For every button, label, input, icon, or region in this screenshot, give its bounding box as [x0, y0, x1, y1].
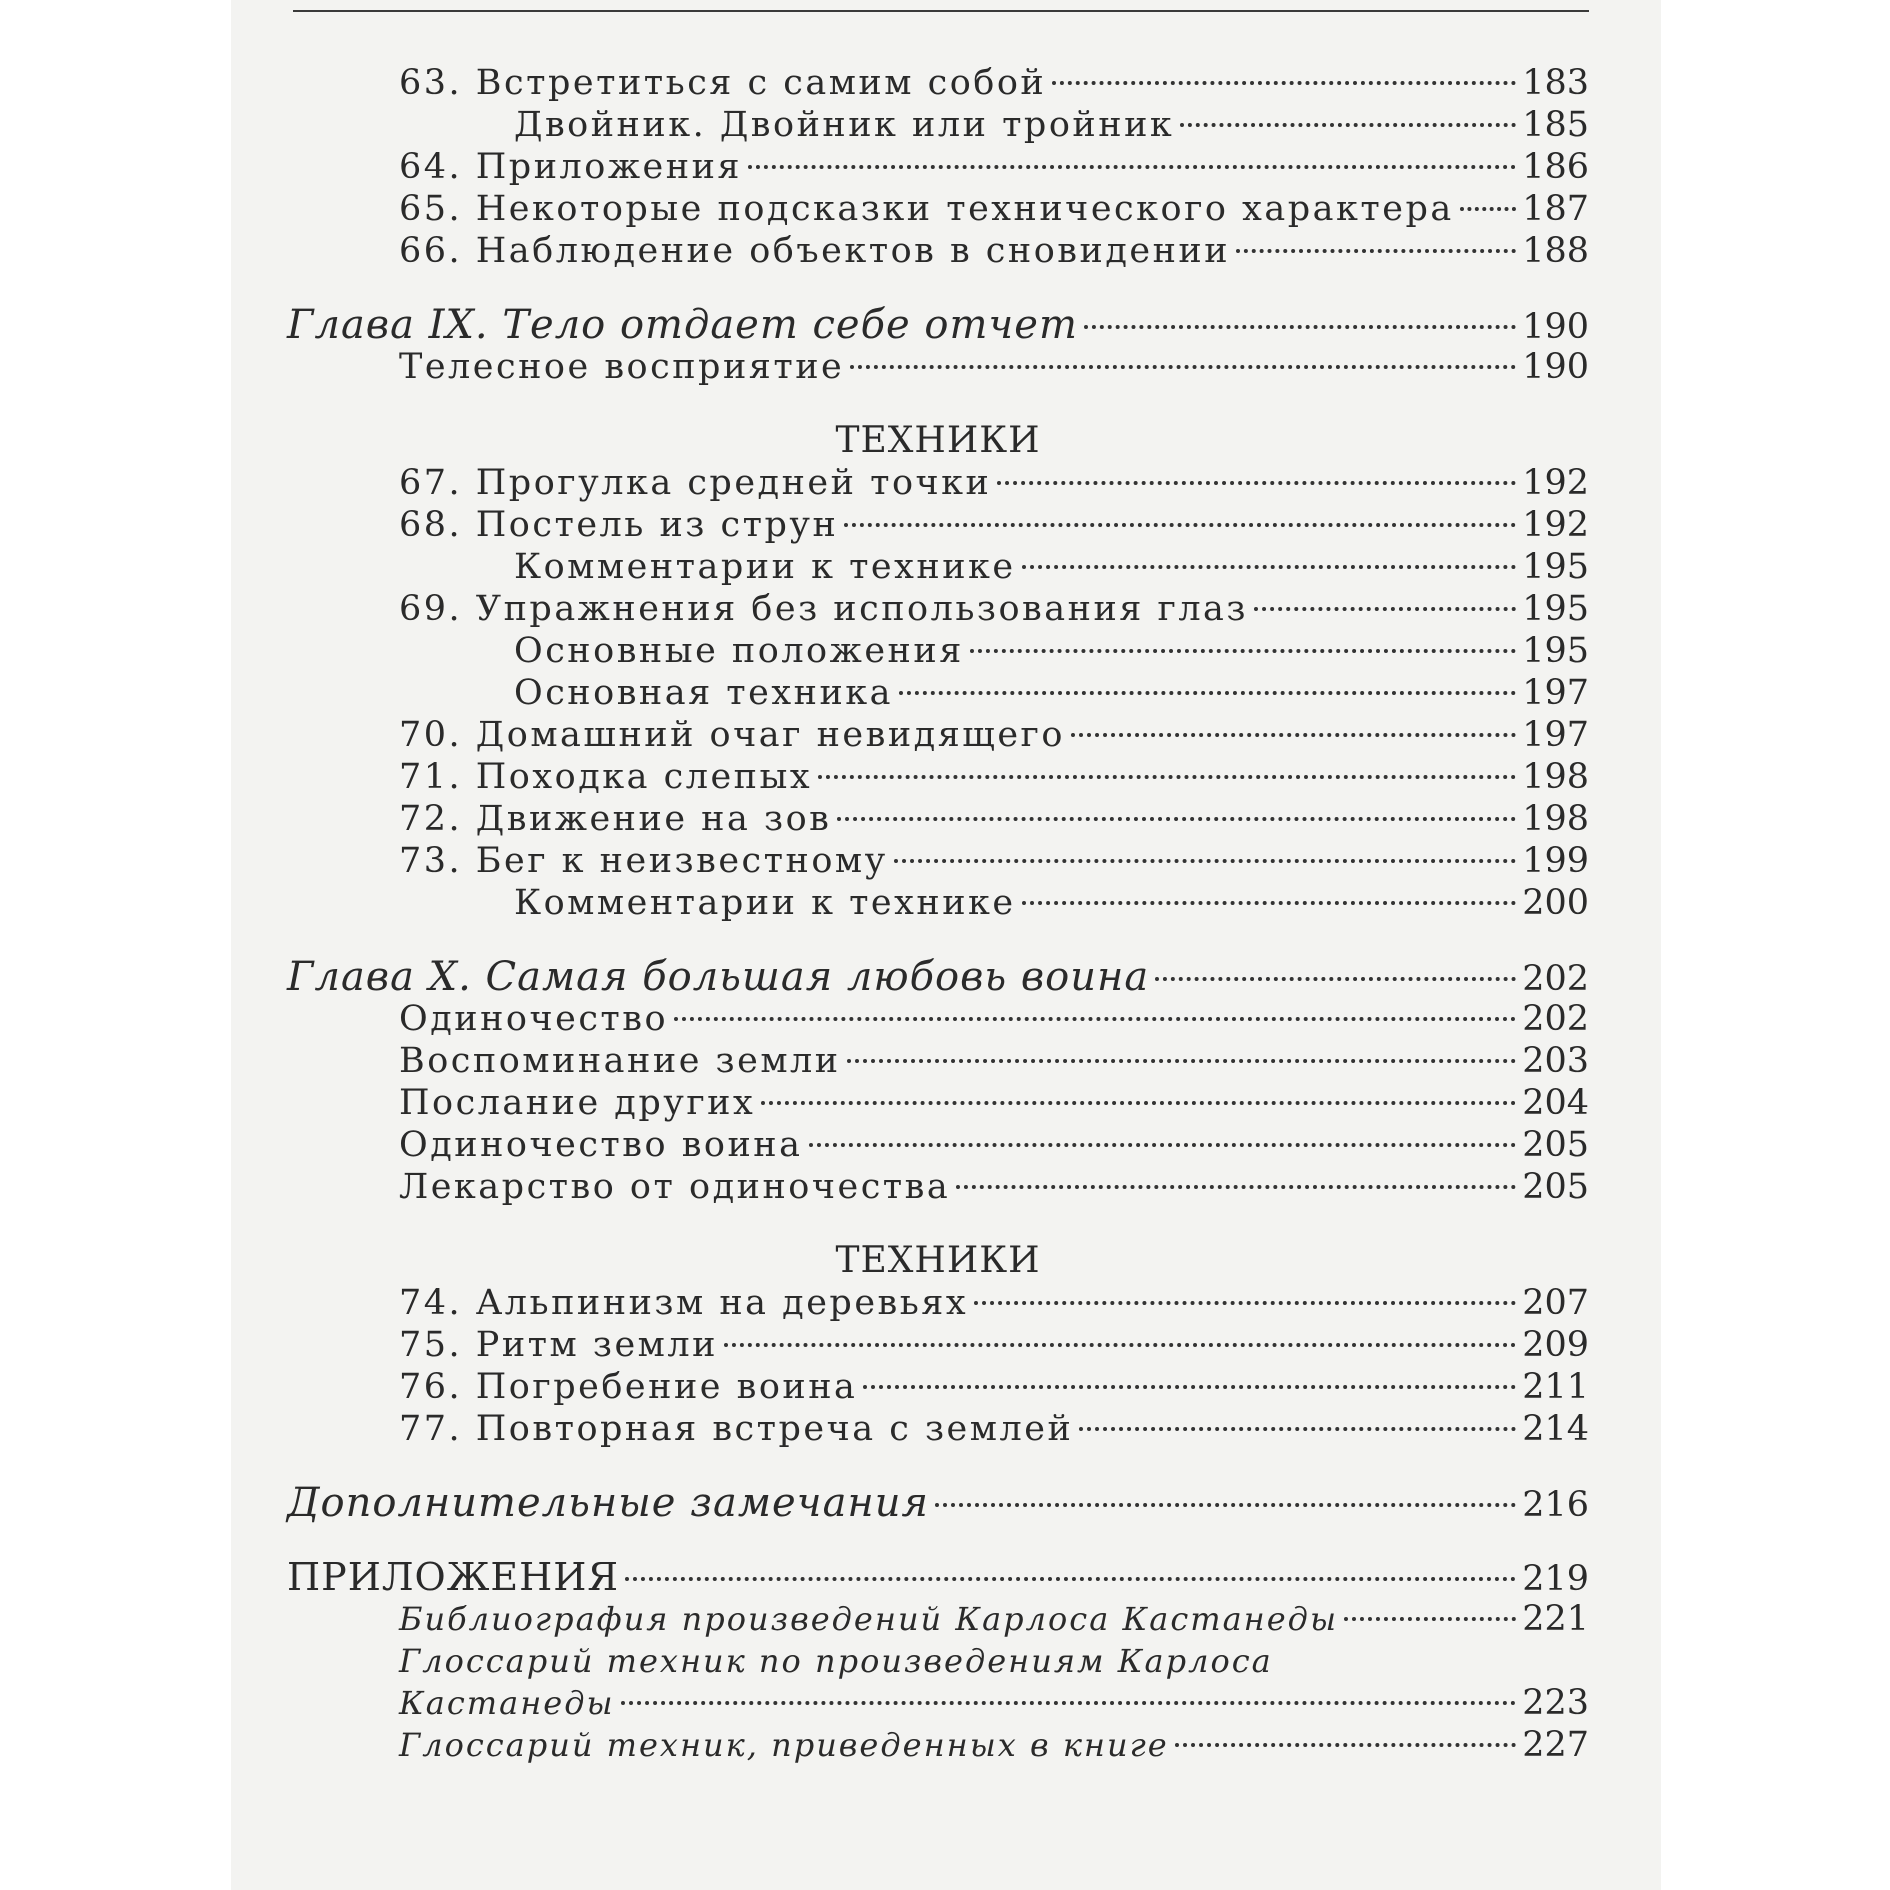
toc-chapter-title: Дополнительные замечания	[287, 1480, 930, 1526]
dot-leader	[935, 1503, 1516, 1507]
toc-page-number: 183	[1522, 63, 1589, 103]
toc-entry-title: 75. Ритм земли	[399, 1325, 718, 1365]
toc-page-number: 190	[1522, 307, 1589, 347]
toc-page-number: 202	[1522, 959, 1589, 999]
toc-entry	[287, 104, 1589, 146]
toc-entry-title: Послание других	[399, 1083, 756, 1123]
toc-entry-title: Двойник. Двойник или тройник	[514, 105, 1175, 145]
toc-entry-title: Комментарии к технике	[514, 883, 1016, 923]
toc-page-number: 197	[1522, 715, 1589, 755]
toc-page-number: 195	[1522, 631, 1589, 671]
dot-leader	[1071, 733, 1516, 737]
dot-leader	[974, 1301, 1516, 1305]
toc-page-number: 216	[1522, 1485, 1589, 1525]
toc-entry-title: Лекарство от одиночества	[399, 1167, 951, 1207]
top-rule	[293, 10, 1589, 12]
toc-group-d	[287, 998, 1589, 1208]
dot-leader	[894, 859, 1516, 863]
toc-page-number: 209	[1522, 1325, 1589, 1365]
toc-chapter-title: Глава X. Самая большая любовь воина	[287, 954, 1150, 1000]
toc-entry-title: 67. Прогулка средней точки	[399, 463, 992, 503]
toc-entry-title: 77. Повторная встреча с землей	[399, 1409, 1074, 1449]
toc-entry	[287, 798, 1589, 840]
toc-page-number: 185	[1522, 105, 1589, 145]
dot-leader	[1175, 1743, 1516, 1747]
toc-appendix-title: ПРИЛОЖЕНИЯ	[287, 1555, 620, 1599]
toc-page-number: 203	[1522, 1041, 1589, 1081]
toc-group-c	[287, 462, 1589, 924]
toc-entry-title: 72. Движение на зов	[399, 799, 832, 839]
toc-page-number: 192	[1522, 463, 1589, 503]
toc-entry-title: Комментарии к технике	[514, 547, 1016, 587]
dot-leader	[1236, 249, 1516, 253]
toc-page-number: 211	[1522, 1367, 1589, 1407]
toc-entry	[287, 1366, 1589, 1408]
toc-entry	[287, 630, 1589, 672]
toc-entry	[287, 546, 1589, 588]
toc-glossary-1-line1	[287, 1640, 1589, 1682]
toc-page-number: 192	[1522, 505, 1589, 545]
toc-page-number: 200	[1522, 883, 1589, 923]
dot-leader	[625, 1577, 1516, 1581]
toc-page-number: 198	[1522, 757, 1589, 797]
toc-entry	[287, 882, 1589, 924]
toc-entry-title: 68. Постель из струн	[399, 505, 839, 545]
section-heading: ТЕХНИКИ	[835, 420, 1041, 461]
toc-entry	[287, 840, 1589, 882]
toc-entry	[287, 504, 1589, 546]
toc-page-number: 198	[1522, 799, 1589, 839]
dot-leader	[863, 1385, 1516, 1389]
dot-leader	[847, 1059, 1517, 1063]
dot-leader	[850, 365, 1516, 369]
toc-entry-title: Одиночество	[399, 999, 669, 1039]
toc-page-number: 227	[1522, 1725, 1589, 1765]
toc-entry-title: Кастанеды	[399, 1684, 615, 1722]
toc-page-number: 205	[1522, 1167, 1589, 1207]
toc-additional-notes	[287, 1482, 1589, 1524]
toc-page-number: 219	[1522, 1559, 1589, 1599]
dot-leader	[748, 165, 1516, 169]
toc-entry	[287, 346, 1589, 388]
toc-entry-title: Воспоминание земли	[399, 1041, 841, 1081]
toc-page-number: 221	[1522, 1599, 1589, 1639]
dot-leader	[956, 1185, 1516, 1189]
toc-page-number: 199	[1522, 841, 1589, 881]
toc-page-number: 195	[1522, 589, 1589, 629]
toc-entry	[287, 1040, 1589, 1082]
toc-entry	[287, 1408, 1589, 1450]
dot-leader	[1344, 1617, 1516, 1621]
toc-entry-title: 70. Домашний очаг невидящего	[399, 715, 1065, 755]
dot-leader	[761, 1101, 1516, 1105]
toc-chapter-9	[287, 304, 1589, 346]
toc-bibliography	[287, 1598, 1589, 1640]
toc-page-number: 195	[1522, 547, 1589, 587]
toc-entry	[287, 998, 1589, 1040]
toc-group-b	[287, 346, 1589, 388]
toc-page-number: 223	[1522, 1683, 1589, 1723]
toc-entry-title: Библиография произведений Карлоса Кастанеды	[399, 1600, 1339, 1638]
toc-page-number: 214	[1522, 1409, 1589, 1449]
toc-page-number: 186	[1522, 147, 1589, 187]
section-heading: ТЕХНИКИ	[835, 1240, 1041, 1281]
toc-entry	[287, 1282, 1589, 1324]
toc-page-number: 202	[1522, 999, 1589, 1039]
toc-group-a	[287, 62, 1589, 272]
toc-entry	[287, 1166, 1589, 1208]
toc-entry-title: 71. Походка слепых	[399, 757, 813, 797]
dot-leader	[1180, 123, 1516, 127]
book-page	[231, 0, 1661, 1890]
dot-leader	[818, 775, 1516, 779]
toc-chapter-title: Глава IX. Тело отдает себе отчет	[287, 302, 1078, 348]
toc-entry	[287, 714, 1589, 756]
toc-page-number: 207	[1522, 1283, 1589, 1323]
toc-chapter-10	[287, 956, 1589, 998]
toc-entry-title: Глоссарий техник, приведенных в книге	[399, 1726, 1169, 1764]
toc-group-e	[287, 1282, 1589, 1450]
toc-entry	[287, 188, 1589, 230]
dot-leader	[837, 817, 1516, 821]
dot-leader	[899, 691, 1516, 695]
dot-leader	[809, 1143, 1517, 1147]
dot-leader	[674, 1017, 1516, 1021]
toc-glossary-1-line2	[287, 1682, 1589, 1724]
toc-entry-title: 66. Наблюдение объектов в сновидении	[399, 231, 1231, 271]
dot-leader	[724, 1343, 1516, 1347]
toc-entry	[287, 1324, 1589, 1366]
toc-entry	[287, 1124, 1589, 1166]
toc-entry	[287, 588, 1589, 630]
toc-entry-title: 69. Упражнения без использования глаз	[399, 589, 1249, 629]
dot-leader	[1084, 325, 1516, 329]
toc-entry-title: Основные положения	[514, 631, 964, 671]
toc-page-number: 197	[1522, 673, 1589, 713]
toc-entry	[287, 62, 1589, 104]
toc-page-number: 187	[1522, 189, 1589, 229]
toc-entry-title: 74. Альпинизм на деревьях	[399, 1283, 969, 1323]
toc-entry	[287, 462, 1589, 504]
dot-leader	[1460, 207, 1516, 211]
dot-leader	[621, 1701, 1517, 1705]
toc-entry	[287, 230, 1589, 272]
toc-entry-title: Одиночество воина	[399, 1125, 803, 1165]
dot-leader	[1079, 1427, 1516, 1431]
toc-entry-title: Телесное восприятие	[399, 347, 845, 387]
toc-entry-title: 76. Погребение воина	[399, 1367, 858, 1407]
dot-leader	[970, 649, 1516, 653]
toc-page-number: 204	[1522, 1083, 1589, 1123]
toc-entry	[287, 1082, 1589, 1124]
toc-page-number: 190	[1522, 347, 1589, 387]
toc-entry-title: 65. Некоторые подсказки технического характера	[399, 189, 1454, 229]
toc-page-number: 205	[1522, 1125, 1589, 1165]
dot-leader	[1254, 607, 1516, 611]
toc-entry-title: 73. Бег к неизвестному	[399, 841, 888, 881]
dot-leader	[1022, 565, 1517, 569]
toc-entry	[287, 756, 1589, 798]
toc-page-number: 188	[1522, 231, 1589, 271]
dot-leader	[1052, 81, 1516, 85]
dot-leader	[997, 481, 1516, 485]
toc-entry-title: Основная техника	[514, 673, 894, 713]
toc-entry-title: Глоссарий техник по произведениям Карлоса	[399, 1642, 1273, 1680]
dot-leader	[1155, 977, 1516, 981]
dot-leader	[844, 523, 1516, 527]
table-of-contents	[287, 62, 1589, 1766]
toc-glossary-2	[287, 1724, 1589, 1766]
dot-leader	[1022, 901, 1517, 905]
toc-entry	[287, 672, 1589, 714]
toc-entry-title: 63. Встретиться с самим собой	[399, 63, 1047, 103]
toc-entry-title: 64. Приложения	[399, 147, 742, 187]
toc-entry	[287, 146, 1589, 188]
toc-appendices	[287, 1556, 1589, 1598]
